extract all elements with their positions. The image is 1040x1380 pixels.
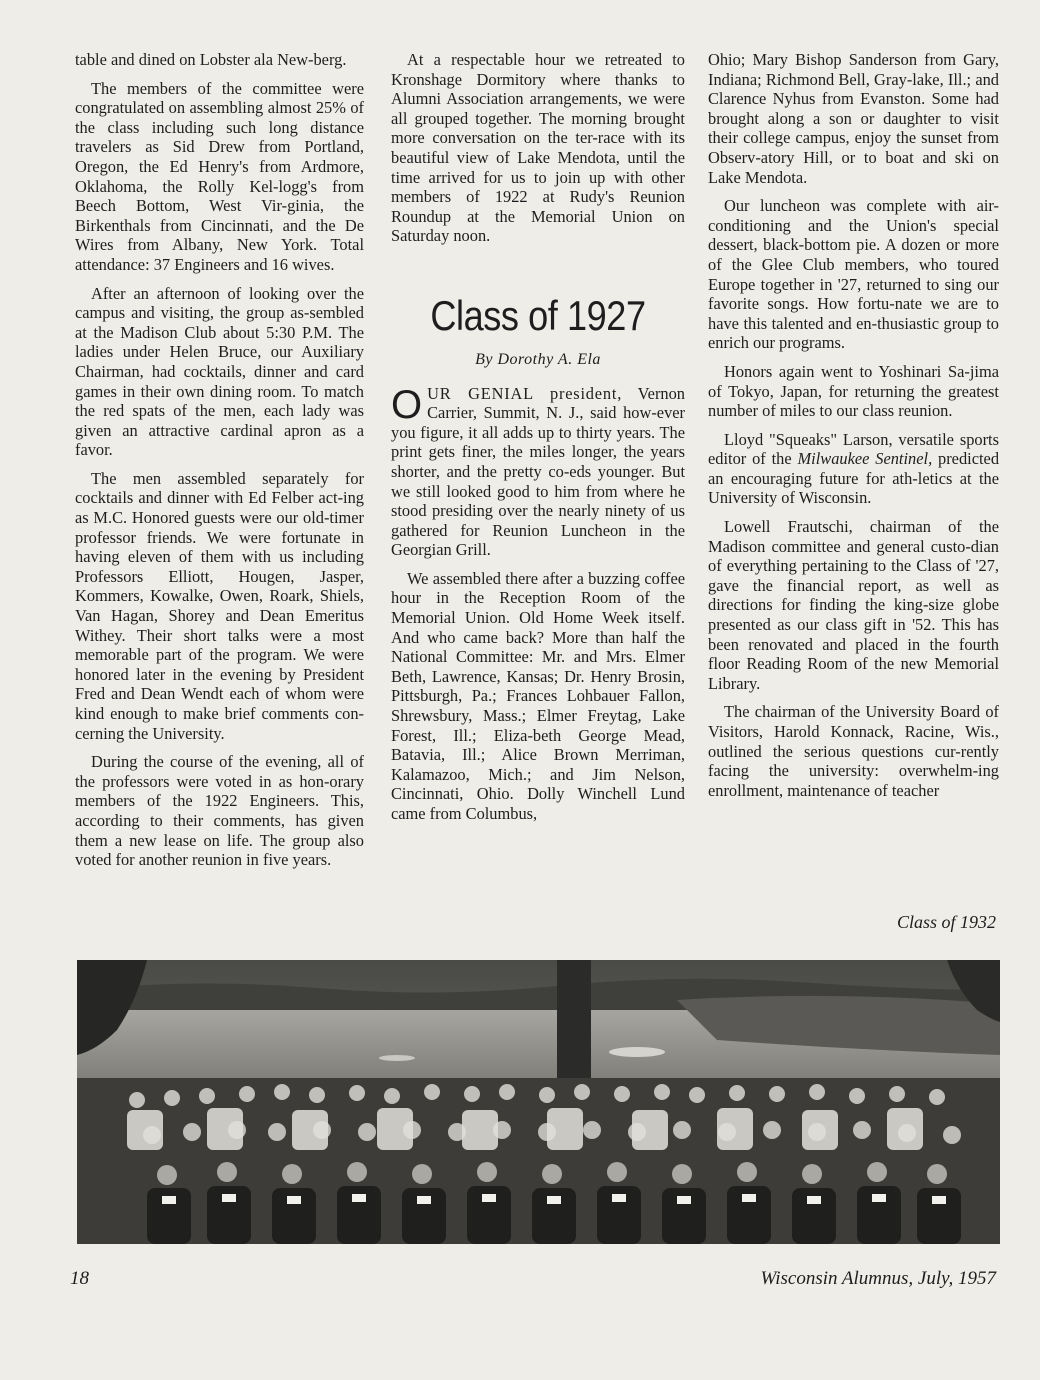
article-column-2 xyxy=(391,50,685,833)
paragraph: Ohio; Mary Bishop Sanderson from Gary, Indiana; Richmond Bell, Gray-lake, Ill.; and Clarence Nyhus from Evanston. Some had brought along a son or daughter to visit their college campus, enjoy the sunset from Observ-atory Hill, or to boat and ski on Lake Mendota. xyxy=(708,50,999,187)
publication-footer: Wisconsin Alumnus, July, 1957 xyxy=(760,1268,996,1289)
paragraph: table and dined on Lobster ala New-berg. xyxy=(75,50,347,69)
class-group-photo xyxy=(77,960,1000,1244)
paragraph: During the course of the evening, all of the professors were voted in as hon-orary members of the 1922 Engineers. This, according to their comments, has given them a new lease on life. The group also voted for another reunion in five years. xyxy=(75,752,364,870)
article-column-1 xyxy=(75,50,364,879)
section-headline: Class of 1927 xyxy=(430,291,646,339)
group-photo-illustration xyxy=(77,960,1000,1244)
paragraph: The members of the committee were congratulated on assembling almost 25% of the class including such long distance travelers as Sid Drew from Portland, Oregon, the Ed Henry's from Ardmore, Oklahoma, the Rolly Kel-logg's from Beech Bottom, West Vir-ginia, the Birkenthals from Cincinnati, and the De Wires from Albany, New York. Total attendance: 37 Engineers and 16 wives. xyxy=(75,78,364,274)
paragraph: After an afternoon of looking over the campus and visiting, the group as-sembled at the Madison Club about 5:30 P.M. The ladies under Helen Bruce, our Auxiliary Chairman, had cocktails, dinner and card games in their own dining room. To match the red spats of the men, each lady was given an attractive cardinal apron as a favor. xyxy=(75,283,364,460)
lead-small-caps: UR GENIAL president, xyxy=(427,383,623,403)
paragraph: At a respectable hour we retreated to Kronshage Dormitory where thanks to Alumni Association arrangements, we were all grouped together. The morning brought more conversation on the ter-race with its beautiful view of Lake Mendota, until the time arrived for us to join up with other members of 1922 at Rudy's Reunion Roundup at the Memorial Union on Saturday noon. xyxy=(391,50,685,246)
paragraph: The chairman of the University Board of Visitors, Harold Konnack, Racine, Wis., outlined the serious questions cur-rently facing the university: overwhelm-ing enrollment, maintenance of teacher xyxy=(708,702,999,800)
paragraph-text: predicted an encouraging future for ath-letics at the University of Wisconsin. xyxy=(708,449,1000,508)
lead-paragraph-text: Vernon Carrier, Summit, N. J., said how-ever you figure, it all adds up to thirty years. The print gets finer, the miles longer, the years shorter, and the pretty co-eds younger. But we still looked good to him from where he stood presiding over the nearly ninety of us gathered for Reunion Luncheon in the Georgian Grill. xyxy=(391,383,685,560)
page-number: 18 xyxy=(70,1268,89,1289)
paragraph: Our luncheon was complete with air-conditioning and the Union's special dessert, black-bottom pie. A dozen or more of the Glee Club members, who toured Europe together in '27, returned to sing our favorite songs. How fortu-nate we are to have this talented and en-thusiastic group to enrich our programs. xyxy=(708,196,999,353)
paragraph: The men assembled separately for cocktails and dinner with Ed Felber act-ing as M.C. Honored guests were our old-timer professor friends. We were fortunate in having eleven of them with us including Professors Elliott, Hougen, Jasper, Kommers, Kowalke, Owen, Roark, Shiels, Van Hagan, Shorey and Dean Emeritus Withey. Their short talks were a most memorable part of the program. We were honored later in the evening by President Fred and Dean Wendt each of whom were kind enough to make brief comments con-cerning the University. xyxy=(75,468,364,743)
paragraph: Honors again went to Yoshinari Sa-jima of Tokyo, Japan, for returning the greatest number of miles to our class reunion. xyxy=(708,361,999,421)
paragraph-text: Lloyd "Squeaks" Larson, versatile sports editor of the xyxy=(708,429,999,469)
byline: By Dorothy A. Ela xyxy=(475,350,601,368)
paragraph xyxy=(708,430,999,508)
newspaper-name: Milwaukee Sentinel, xyxy=(797,449,933,469)
article-column-3 xyxy=(708,50,999,809)
lead-paragraph xyxy=(391,384,685,560)
paragraph: Lowell Frautschi, chairman of the Madison committee and general custo-dian of everything pertaining to the Class of '27, gave the financial report, as well as directions for finding the king-size globe presented as our class gift in '52. This has been renovated and placed in the fourth floor Reading Room of the new Memorial Library. xyxy=(708,517,999,693)
paragraph: We assembled there after a buzzing coffee hour in the Reception Room of the Memorial Union. Old Home Week itself. And who came back? More than half the National Committee: Mr. and Mrs. Elmer Beth, Lawrence, Kansas; Dr. Henry Brosin, Pittsburgh, Pa.; Frances Lohbauer Fallon, Shrewsbury, Mass.; Elmer Freytag, Lake Forest, Ill.; Eliza-beth George Mead, Batavia, Ill.; Alice Brown Merriman, Kalamazoo, Mich.; and Jim Nelson, Cincinnati, Ohio. Dolly Winchell Lund came from Columbus, xyxy=(391,568,685,823)
photo-caption: Class of 1932 xyxy=(896,912,996,932)
drop-cap: O xyxy=(391,382,423,427)
